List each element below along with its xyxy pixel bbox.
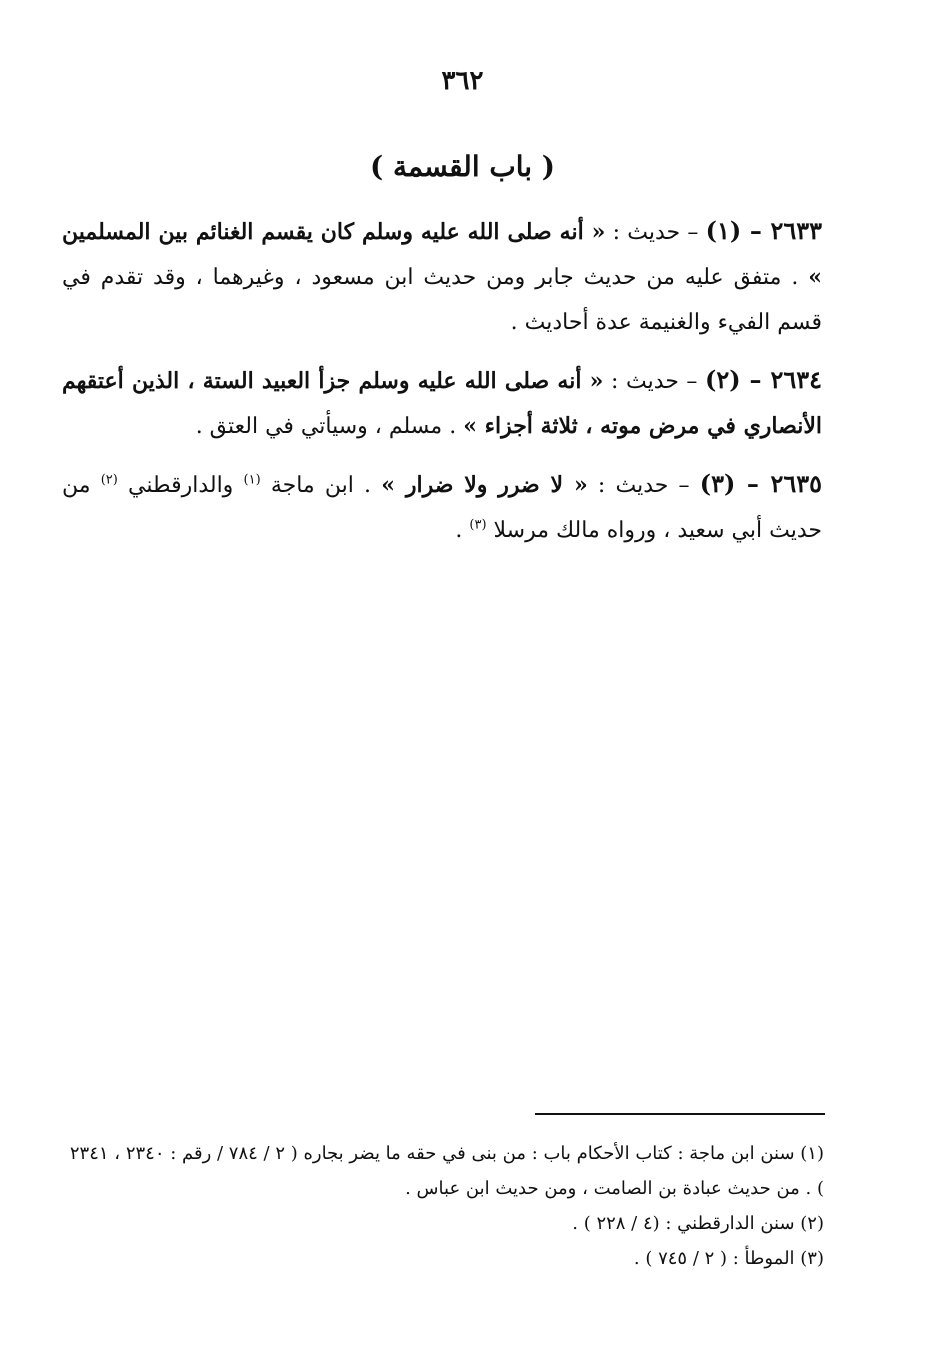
hadith-takhrij: . ابن ماجة bbox=[260, 473, 382, 498]
hadith-number: ٢٦٣٣ – (١) bbox=[705, 216, 822, 245]
hadith-intro: – حديث : bbox=[587, 473, 700, 498]
hadith-takhrij: من حديث أبي سعيد ، ورواه مالك مرسلا bbox=[62, 473, 822, 543]
footnote-marker: (٣) bbox=[469, 517, 487, 533]
footnote-divider bbox=[535, 1113, 825, 1115]
hadith-intro: – حديث : bbox=[603, 369, 705, 394]
footnote-marker: (٢) bbox=[100, 472, 118, 488]
page-number: ٣٦٢ bbox=[441, 66, 484, 96]
chapter-title: ( باب القسمة ) bbox=[369, 150, 556, 183]
hadith-takhrij: . متفق عليه من حديث جابر ومن حديث ابن مسعود ، وغيرهما ، وقد تقدم في قسم الفيء والغنيمة عدة أحاديث . bbox=[62, 265, 822, 335]
hadith-takhrij: . مسلم ، وسيأتي في العتق . bbox=[195, 414, 464, 439]
hadith-matn: « أنه صلى الله عليه وسلم جزأ العبيد الستة ، الذين أعتقهم الأنصاري في مرض موته ، ثلاثة أجزاء » bbox=[62, 368, 822, 439]
hadith-takhrij: والدارقطني bbox=[117, 473, 244, 498]
hadith-matn: « لا ضرر ولا ضرار » bbox=[381, 472, 588, 498]
main-text bbox=[62, 208, 822, 565]
hadith-paragraph bbox=[62, 208, 822, 345]
hadith-number: ٢٦٣٤ – (٢) bbox=[704, 365, 823, 394]
footnote-marker: (١) bbox=[243, 472, 261, 488]
footnotes bbox=[62, 1136, 824, 1276]
hadith-takhrij: . bbox=[455, 518, 470, 543]
footnote: (٢) سنن الدارقطني : (٤ / ٢٢٨ ) . bbox=[572, 1213, 824, 1234]
hadith-paragraph bbox=[62, 461, 822, 553]
hadith-intro: – حديث : bbox=[605, 220, 706, 245]
hadith-number: ٢٦٣٥ – (٣) bbox=[699, 469, 822, 498]
hadith-matn: « أنه صلى الله عليه وسلم كان يقسم الغنائم بين المسلمين » bbox=[62, 219, 822, 290]
footnote: (٣) الموطأ : ( ٢ / ٧٤٥ ) . bbox=[633, 1248, 824, 1269]
hadith-paragraph bbox=[62, 357, 822, 449]
footnote: (١) سنن ابن ماجة : كتاب الأحكام باب : من بنى في حقه ما يضر بجاره ( ٢ / ٧٨٤ / رقم : ٢٣٤٠ ، ٢٣٤١ ) . من حديث عبادة بن الصامت ، ومن حديث ابن عباس . bbox=[69, 1143, 824, 1199]
